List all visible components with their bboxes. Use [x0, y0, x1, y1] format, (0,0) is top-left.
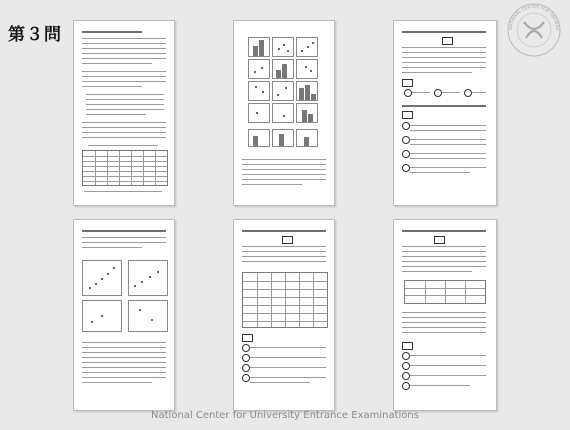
data-table: [82, 150, 168, 186]
page-heading: 第３問: [8, 25, 62, 45]
page-2-thumbnail[interactable]: [233, 20, 335, 206]
page-1-thumbnail[interactable]: [73, 20, 175, 206]
page-4-thumbnail[interactable]: [73, 219, 175, 411]
footer-credit: National Center for University Entrance Examinations: [151, 410, 419, 421]
university-center-seal-icon: [506, 2, 562, 58]
page-3-thumbnail[interactable]: [393, 20, 497, 206]
page-5-thumbnail[interactable]: [233, 219, 335, 411]
page-6-thumbnail[interactable]: [393, 219, 497, 411]
svg-text:NATIONAL CENTER FOR UNIVERSITY: NATIONAL CENTER FOR UNIVERS: [507, 3, 561, 31]
data-table: [404, 280, 486, 304]
data-table: [242, 272, 328, 328]
